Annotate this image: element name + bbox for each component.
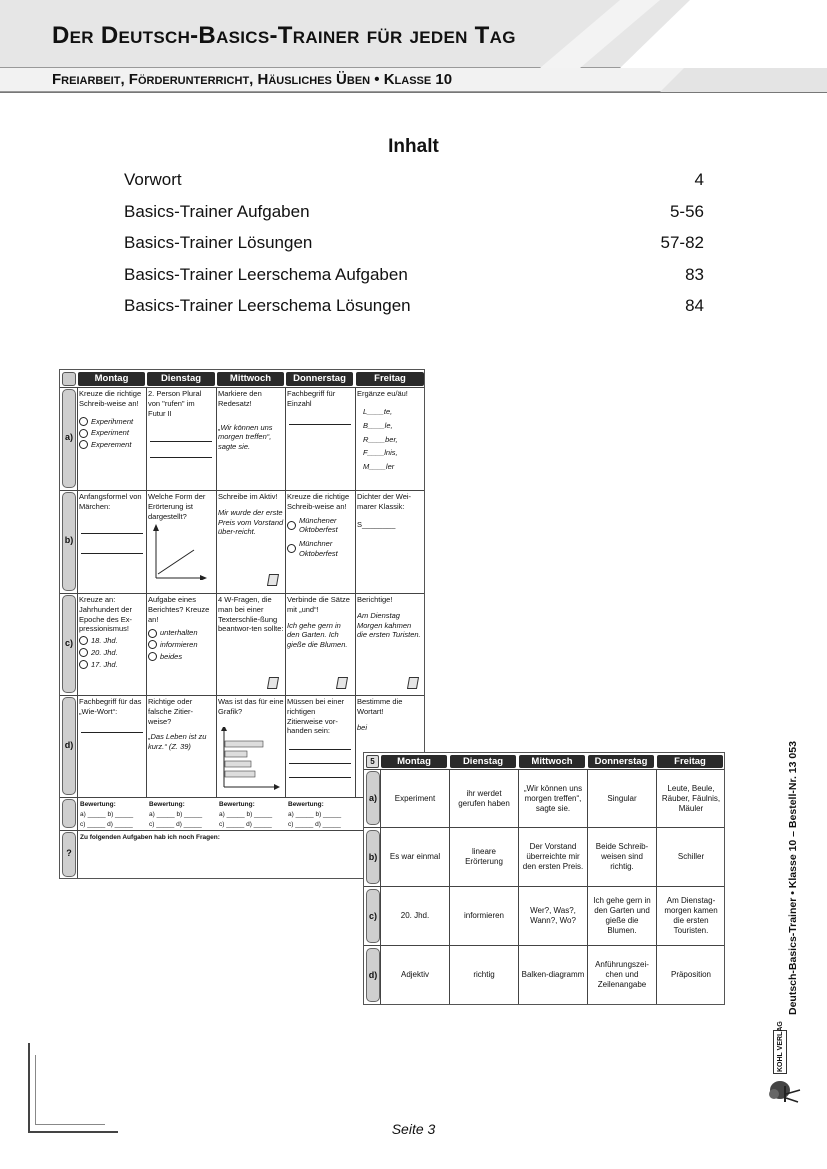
task-text: Richtige oder falsche Zitier-weise? bbox=[148, 697, 194, 726]
rating-line[interactable]: a) _____ b) _____ bbox=[80, 810, 134, 818]
task-text: Fachbegriff für Einzahl bbox=[287, 389, 336, 408]
task-cell bbox=[218, 389, 284, 489]
answer-line[interactable] bbox=[289, 415, 351, 425]
choice-option[interactable] bbox=[79, 660, 145, 670]
task-text: Kreuze an: Jahrhundert der Epoche des Ex-pressionismus! bbox=[79, 595, 132, 634]
notepad-icon bbox=[407, 677, 419, 689]
answer-line[interactable] bbox=[150, 432, 212, 442]
choice-label: informieren bbox=[160, 640, 198, 649]
solution-cell: Wer?, Was?, Wann?, Wo? bbox=[530, 906, 576, 925]
toc-item-page: 57-82 bbox=[660, 233, 704, 252]
questions-text: Zu folgenden Aufgaben hab ich noch Fragen: bbox=[80, 834, 220, 841]
fill-word: F____lnis, bbox=[363, 448, 398, 458]
task-sentence: Ich gehe gern in den Garten. Ich gieße die Blumen. bbox=[287, 620, 348, 649]
task-text: 4 W-Fragen, die man bei einer Texterschlie-ßung beantwor-ten sollte: bbox=[218, 595, 284, 634]
task-cell bbox=[287, 492, 353, 592]
notepad-icon bbox=[267, 677, 279, 689]
task-text: Aufgabe eines Berichtes? Kreuze an! bbox=[148, 595, 210, 624]
solution-cell: Adjektiv bbox=[400, 970, 429, 979]
choice-label: 17. Jhd. bbox=[91, 659, 118, 669]
row-label-c: c) bbox=[368, 911, 377, 921]
row-label-b: b) bbox=[64, 535, 74, 545]
grid-line bbox=[355, 387, 356, 797]
choice-option[interactable] bbox=[148, 640, 214, 650]
rating-label: Bewertung: bbox=[288, 801, 324, 808]
corner-mark bbox=[28, 1043, 30, 1133]
bar-chart-icon bbox=[220, 727, 280, 793]
task-cell bbox=[79, 595, 145, 694]
questions-mark: ? bbox=[66, 848, 72, 858]
toc-item-label: Basics-Trainer Leerschema Lösungen bbox=[124, 296, 411, 315]
page-title: Der Deutsch-Basics-Trainer für jeden Tag bbox=[52, 22, 516, 49]
subheader-decoration bbox=[660, 68, 827, 92]
task-text: Kreuze die richtige Schreib-weise an! bbox=[287, 492, 350, 511]
notepad-icon bbox=[267, 574, 279, 586]
toc-item[interactable] bbox=[124, 202, 704, 234]
task-sentence: Am Dienstag Morgen kahmen die ersten Turisten. bbox=[357, 610, 421, 640]
task-text: Dichter der Wei-marer Klassik: bbox=[357, 492, 412, 511]
task-cell bbox=[287, 697, 353, 796]
toc-item-label: Basics-Trainer Aufgaben bbox=[124, 201, 310, 221]
rating-line[interactable]: a) _____ b) _____ bbox=[219, 810, 273, 818]
fill-word: B____le, bbox=[363, 420, 393, 430]
day-header-dienstag: Dienstag bbox=[147, 372, 215, 386]
task-text: Anfangsformel von Märchen: bbox=[79, 492, 142, 511]
row-label-d: d) bbox=[64, 740, 74, 750]
day-header-montag: Montag bbox=[381, 755, 447, 768]
choice-label: 20. Jhd. bbox=[91, 647, 118, 657]
grid-line bbox=[285, 387, 286, 797]
answer-line[interactable] bbox=[289, 754, 351, 764]
notepad-icon bbox=[336, 677, 348, 689]
corner-mark bbox=[35, 1055, 36, 1125]
grid-line bbox=[60, 695, 424, 696]
task-cell bbox=[287, 389, 353, 489]
task-cell bbox=[218, 697, 284, 796]
toc-item[interactable] bbox=[124, 233, 704, 265]
task-sentence: „Das Leben ist zu kurz.“ (Z. 39) bbox=[148, 732, 207, 751]
grid-line bbox=[216, 387, 217, 797]
toc-item[interactable] bbox=[124, 170, 704, 202]
toc-item-page: 84 bbox=[685, 296, 704, 315]
day-header-donnerstag: Donnerstag bbox=[588, 755, 654, 768]
day-header-freitag: Freitag bbox=[356, 372, 424, 386]
day-header-montag: Montag bbox=[78, 372, 145, 386]
radio-circle bbox=[287, 544, 296, 553]
rating-box bbox=[219, 800, 285, 829]
toc-item[interactable] bbox=[124, 296, 704, 328]
choice-label: Münchner Oktoberfest bbox=[299, 539, 338, 558]
solution-cell: Leute, Beule, Räuber, Fäulnis, Mäuler bbox=[661, 783, 721, 813]
task-text: Berichtige! bbox=[357, 595, 393, 604]
page-number: Seite 3 bbox=[391, 1121, 436, 1137]
radio-circle bbox=[79, 636, 88, 645]
task-text: Schreibe im Aktiv! bbox=[218, 492, 278, 501]
questions-box[interactable] bbox=[80, 833, 360, 843]
choice-option[interactable] bbox=[79, 417, 145, 427]
solution-cell: Anführungszei-chen und Zeilenangabe bbox=[595, 960, 649, 989]
row-tab-rating bbox=[62, 799, 76, 828]
task-cell bbox=[79, 389, 145, 489]
day-header-dienstag: Dienstag bbox=[450, 755, 516, 768]
choice-option[interactable] bbox=[79, 636, 145, 646]
radio-circle bbox=[79, 660, 88, 669]
answer-line[interactable] bbox=[81, 544, 143, 554]
choice-option[interactable] bbox=[79, 440, 145, 450]
task-text: Fachbegriff für das „Wie-Wort“: bbox=[79, 697, 142, 716]
choice-label: beides bbox=[160, 651, 183, 661]
radio-circle bbox=[79, 417, 88, 426]
solution-cell: 20. Jhd. bbox=[400, 911, 430, 920]
choice-option[interactable] bbox=[287, 539, 353, 559]
toc-title: Inhalt bbox=[388, 136, 439, 157]
card-number: 5 bbox=[366, 755, 379, 768]
task-text: Markiere den Redesatz! bbox=[218, 389, 262, 408]
grid-line bbox=[60, 490, 424, 491]
choice-label: 18. Jhd. bbox=[91, 636, 118, 645]
task-text: Ergänze eu/äu! bbox=[357, 389, 408, 398]
table-of-contents bbox=[124, 170, 704, 328]
task-sentence: „Wir können uns morgen treffen“, sagte sie. bbox=[218, 422, 273, 451]
day-header-donnerstag: Donnerstag bbox=[286, 372, 353, 386]
task-cell bbox=[357, 492, 423, 592]
fill-word: L____te, bbox=[363, 406, 393, 416]
task-cell bbox=[148, 389, 214, 489]
radio-circle bbox=[79, 440, 88, 449]
radio-circle bbox=[79, 648, 88, 657]
solution-cell: Der Vorstand überreichte mir den ersten Preis. bbox=[522, 842, 584, 871]
solution-cell: informieren bbox=[463, 911, 504, 920]
fill-word: R____ber, bbox=[363, 434, 398, 444]
row-label-a: a) bbox=[368, 793, 377, 803]
choice-option[interactable] bbox=[148, 628, 214, 638]
task-text: Bestimme die Wortart! bbox=[357, 697, 403, 716]
solution-cell: Am Dienstag-morgen kamen die ersten Touristen. bbox=[664, 896, 718, 935]
rating-label: Bewertung: bbox=[80, 801, 116, 808]
answer-blank[interactable]: S________ bbox=[357, 519, 396, 529]
task-sentence: Mir wurde der erste Preis vom Vorstand über-reicht. bbox=[218, 507, 284, 537]
task-text: Welche Form der Erörterung ist dargestellt? bbox=[148, 492, 206, 521]
task-cell bbox=[79, 697, 145, 796]
solution-cell: Es war einmal bbox=[389, 852, 441, 861]
answer-line[interactable] bbox=[81, 723, 143, 733]
choice-label: Experihment bbox=[91, 416, 134, 426]
solution-cell: Präposition bbox=[670, 970, 712, 979]
linear-graph-icon bbox=[150, 524, 210, 580]
task-cell bbox=[148, 492, 214, 592]
page-subtitle: Freiarbeit, Förderunterricht, Häusliches Üben • Klasse 10 bbox=[52, 71, 453, 88]
choice-option[interactable] bbox=[79, 648, 145, 658]
choice-label: Experiment bbox=[91, 428, 129, 438]
choice-option[interactable] bbox=[287, 516, 353, 536]
rating-label: Bewertung: bbox=[149, 801, 185, 808]
solution-cell: Ich gehe gern in den Garten und gieße die Blumen. bbox=[593, 896, 651, 935]
task-cell bbox=[79, 492, 145, 592]
tree-icon bbox=[768, 1078, 804, 1104]
rating-box bbox=[80, 800, 146, 829]
grid-line bbox=[77, 387, 78, 878]
rating-label: Bewertung: bbox=[219, 801, 255, 808]
task-text: Müssen bei einer richtigen Zitierweise vor-handen sein: bbox=[287, 697, 345, 736]
radio-circle bbox=[148, 629, 157, 638]
grid-line bbox=[146, 387, 147, 797]
task-text: Was ist das für eine Grafik? bbox=[218, 697, 284, 716]
solution-cell: Singular bbox=[607, 793, 637, 803]
row-label-a: a) bbox=[64, 432, 73, 442]
toc-item-page: 5-56 bbox=[669, 201, 704, 221]
solution-cell: „Wir können uns morgen treffen“, sagte sie. bbox=[523, 783, 583, 813]
rating-box bbox=[149, 800, 215, 829]
side-caption-text: Deutsch-Basics-Trainer • Klasse 10 – Bestell-Nr. 13 053 bbox=[787, 741, 799, 1015]
solution-cell: richtig bbox=[473, 970, 495, 979]
solution-cell: Beide Schreib-weisen sind richtig. bbox=[595, 842, 649, 871]
day-header-mittwoch: Mittwoch bbox=[519, 755, 585, 768]
toc-item-label: Vorwort bbox=[124, 170, 182, 189]
day-header-mittwoch: Mittwoch bbox=[217, 372, 284, 386]
row-label-d: d) bbox=[368, 970, 378, 980]
radio-circle bbox=[79, 429, 88, 438]
toc-item-label: Basics-Trainer Leerschema Aufgaben bbox=[124, 264, 408, 284]
fill-word: M____ler bbox=[363, 462, 395, 472]
grid-line bbox=[60, 387, 424, 388]
task-text: Kreuze die richtige Schreib-weise an! bbox=[79, 389, 142, 408]
rating-line[interactable]: a) _____ b) _____ bbox=[288, 810, 342, 818]
row-label-b: b) bbox=[368, 852, 378, 862]
task-text: Verbinde die Sätze mit „und“! bbox=[287, 595, 350, 614]
solution-cell: Experiment bbox=[394, 793, 436, 803]
toc-item-page: 4 bbox=[694, 170, 704, 189]
solution-cell: Schiller bbox=[677, 852, 705, 861]
day-header-freitag: Freitag bbox=[657, 755, 723, 768]
rating-line[interactable]: c) _____ d) _____ bbox=[288, 820, 341, 828]
radio-circle bbox=[148, 640, 157, 649]
publisher-logo: KOHL VERLAG bbox=[777, 1021, 784, 1072]
answer-line[interactable] bbox=[289, 740, 351, 750]
choice-label: unterhalten bbox=[160, 628, 198, 638]
choice-option[interactable] bbox=[148, 652, 214, 662]
rating-box bbox=[288, 800, 354, 829]
answer-line[interactable] bbox=[150, 448, 212, 458]
row-label-c: c) bbox=[64, 638, 73, 648]
task-cell bbox=[357, 389, 423, 489]
toc-item-label: Basics-Trainer Lösungen bbox=[124, 233, 313, 252]
rating-line[interactable]: c) _____ d) _____ bbox=[149, 820, 202, 828]
grid-line bbox=[60, 593, 424, 594]
radio-circle bbox=[148, 652, 157, 661]
choice-label: Münchener Oktoberfest bbox=[299, 515, 338, 535]
choice-option[interactable] bbox=[79, 428, 145, 438]
task-cell bbox=[148, 595, 214, 694]
rating-line[interactable]: a) _____ b) _____ bbox=[149, 810, 203, 818]
header-rule bbox=[0, 92, 827, 93]
choice-label: Experement bbox=[91, 440, 132, 449]
answer-line[interactable] bbox=[81, 524, 143, 534]
rating-line[interactable]: c) _____ d) _____ bbox=[80, 820, 133, 828]
task-text: 2. Person Plural von "rufen" im Futur II bbox=[148, 389, 202, 418]
task-sentence: bei bbox=[357, 722, 368, 732]
task-cell bbox=[148, 697, 214, 796]
radio-circle bbox=[287, 521, 296, 530]
toc-item[interactable] bbox=[124, 265, 704, 297]
card-corner-tab bbox=[62, 372, 76, 386]
solution-cell: lineare Erörterung bbox=[465, 847, 503, 866]
solution-card bbox=[363, 752, 725, 1005]
toc-item-page: 83 bbox=[685, 264, 704, 284]
solution-cell: Balken-diagramm bbox=[521, 970, 585, 979]
rating-line[interactable]: c) _____ d) _____ bbox=[219, 820, 272, 828]
solution-cell: ihr werdet gerufen haben bbox=[458, 788, 510, 808]
answer-line[interactable] bbox=[289, 768, 351, 778]
